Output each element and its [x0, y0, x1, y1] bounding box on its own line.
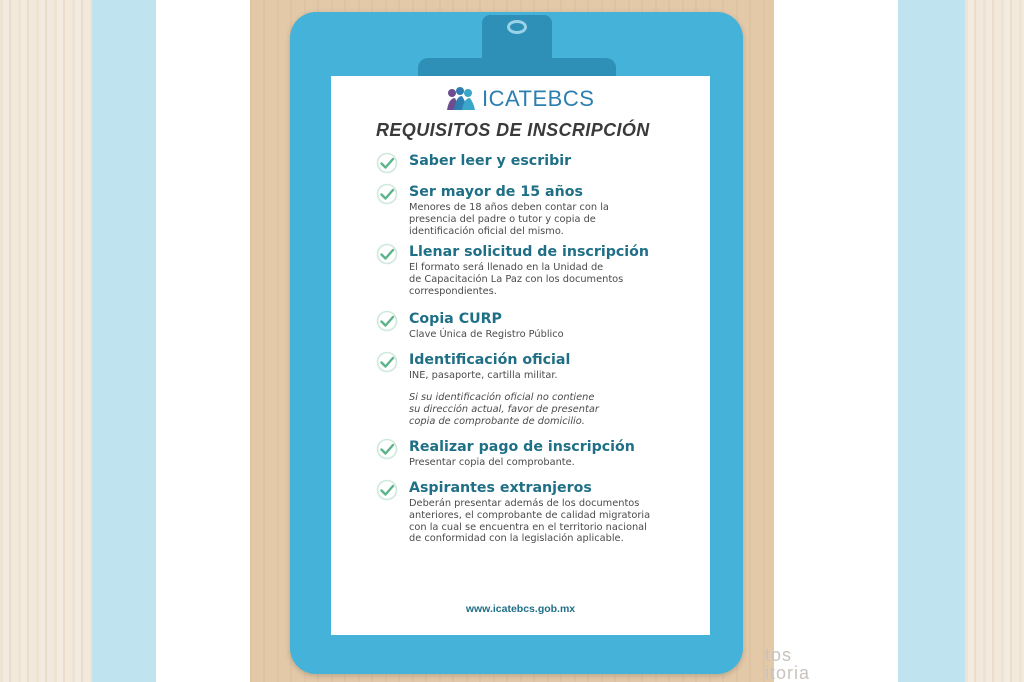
requirement-description: INE, pasaporte, cartilla militar. — [409, 370, 558, 381]
requirement-description: Menores de 18 años deben contar con la presencia del padre o tutor y copia de identificación oficial del mismo. — [409, 202, 609, 237]
background-faint-text: tos itoria — [765, 645, 811, 682]
requirement-description: Deberán presentar además de los documentos anteriores, el comprobante de calidad migratoria con la cual se encuentra en el territorio nacional de conformidad con la legislación aplicable. — [409, 498, 651, 545]
clipboard-clip-base — [418, 58, 616, 78]
check-icon — [376, 438, 398, 460]
requirement-title: Identificación oficial — [409, 352, 571, 368]
clipboard-clip-hole — [507, 20, 527, 34]
check-icon — [376, 152, 398, 174]
background-blue-stripe-right — [898, 0, 965, 682]
requirement-title: Ser mayor de 15 años — [409, 184, 583, 200]
requirement-title: Copia CURP — [409, 311, 502, 327]
background-blue-stripe-left — [92, 0, 156, 682]
check-icon — [376, 243, 398, 265]
document-title: REQUISITOS DE INSCRIPCIÓN — [376, 120, 650, 140]
website-link[interactable]: www.icatebcs.gob.mx — [465, 603, 576, 615]
icatebcs-logo — [446, 84, 594, 114]
requirement-description: Clave Única de Registro Público — [409, 329, 564, 340]
background-wood-left — [0, 0, 92, 682]
requirement-note: Si su identificación oficial no contiene su dirección actual, favor de presentar copia de comprobante de domicilio. — [409, 392, 599, 427]
requirement-title: Realizar pago de inscripción — [409, 439, 635, 455]
requirement-title: Llenar solicitud de inscripción — [409, 244, 649, 260]
people-logo-icon — [446, 86, 480, 112]
background-wood-right — [965, 0, 1024, 682]
requirement-description: Presentar copia del comprobante. — [409, 457, 575, 468]
check-icon — [376, 479, 398, 501]
check-icon — [376, 351, 398, 373]
check-icon — [376, 310, 398, 332]
requirement-title: Saber leer y escribir — [409, 153, 572, 169]
requirement-description: El formato será llenado en la Unidad de de Capacitación La Paz con los documentos correspondientes. — [409, 262, 624, 297]
logo-text: ICATEBCS — [482, 86, 595, 111]
check-icon — [376, 183, 398, 205]
requirement-title: Aspirantes extranjeros — [409, 480, 592, 496]
